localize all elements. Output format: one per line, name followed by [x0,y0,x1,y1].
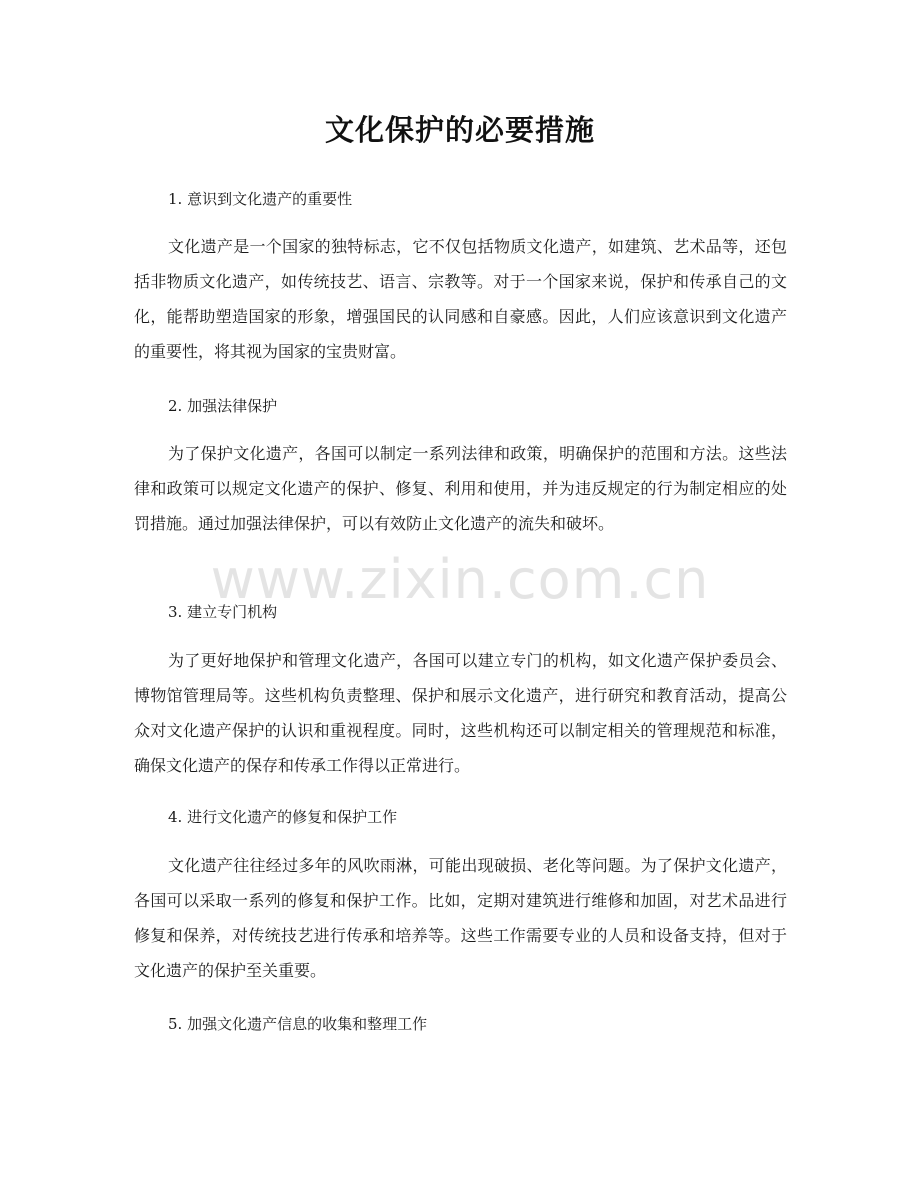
section-heading-4: 4. 进行文化遗产的修复和保护工作 [168,808,398,826]
section-body-4: 文化遗产往往经过多年的风吹雨淋，可能出现破损、老化等问题。为了保护文化遗产，各国可以采取一系列的修复和保护工作。比如，定期对建筑进行维修和加固，对艺术品进行修复和保养，对传统技艺进行传承和培养等。这些工作需要专业的人员和设备支持，但对于文化遗产的保护至关重要。 [134,856,787,980]
section-heading-2: 2. 加强法律保护 [168,397,278,415]
section-heading-1: 1. 意识到文化遗产的重要性 [168,190,353,208]
section-heading-5: 5. 加强文化遗产信息的收集和整理工作 [168,1015,428,1033]
watermark-text: www.zixin.com.cn [210,548,710,611]
section-body-1: 文化遗产是一个国家的独特标志，它不仅包括物质文化遗产，如建筑、艺术品等，还包括非物质文化遗产，如传统技艺、语言、宗教等。对于一个国家来说，保护和传承自己的文化，能帮助塑造国家的形象，增强国民的认同感和自豪感。因此，人们应该意识到文化遗产的重要性，将其视为国家的宝贵财富。 [134,237,787,361]
section-body-3: 为了更好地保护和管理文化遗产，各国可以建立专门的机构，如文化遗产保护委员会、博物馆管理局等。这些机构负责整理、保护和展示文化遗产，进行研究和教育活动，提高公众对文化遗产保护的认识和重视程度。同时，这些机构还可以制定相关的管理规范和标准，确保文化遗产的保存和传承工作得以正常进行。 [134,651,787,775]
section-body-2: 为了保护文化遗产，各国可以制定一系列法律和政策，明确保护的范围和方法。这些法律和政策可以规定文化遗产的保护、修复、利用和使用，并为违反规定的行为制定相应的处罚措施。通过加强法律保护，可以有效防止文化遗产的流失和破坏。 [134,444,787,533]
document-title: 文化保护的必要措施 [324,113,595,147]
section-heading-3: 3. 建立专门机构 [168,603,278,621]
